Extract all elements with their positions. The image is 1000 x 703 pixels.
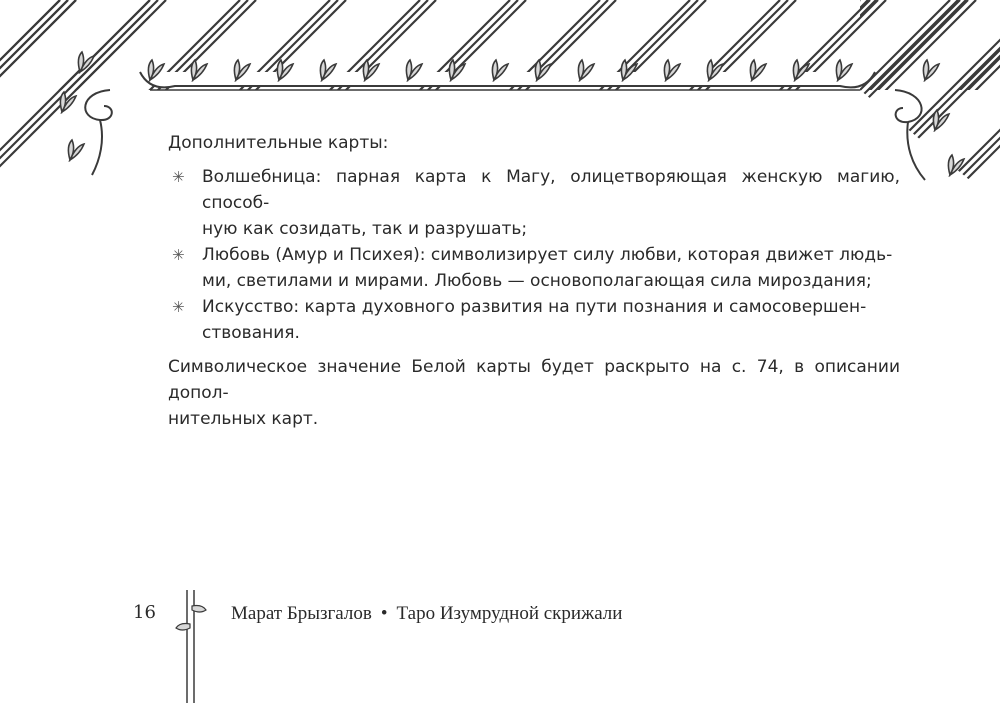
intro-heading: Дополнительные карты:	[168, 133, 389, 153]
leaf-ornament-icon	[78, 52, 94, 72]
leaf-sprig-icon	[172, 598, 212, 638]
leaf-ornament-icon	[948, 155, 964, 175]
leaf-ornament-icon	[60, 92, 76, 112]
closing-paragraph	[168, 354, 900, 432]
list-item	[168, 242, 900, 294]
asterisk-bullet-icon: ✳	[172, 298, 185, 316]
closing-line: Символическое значение Белой карты будет раскрыто на с. 74, в описании допол-	[168, 357, 900, 403]
list-item-line: ми, светилами и мирами. Любовь — основополагающая сила мироздания;	[202, 271, 872, 291]
body-text	[168, 130, 900, 432]
list-item	[168, 294, 900, 346]
leaf-ornament-icon	[68, 140, 84, 160]
list-item	[168, 164, 900, 242]
additional-cards-list	[168, 164, 900, 346]
running-head	[231, 603, 622, 625]
list-item-line: Искусство: карта духовного развития на пути познания и самосовершен-	[202, 297, 867, 317]
book-title: Таро Изумрудной скрижали	[396, 603, 623, 624]
page-number: 16	[133, 602, 156, 623]
asterisk-bullet-icon: ✳	[172, 168, 185, 186]
leaf-ornament-icon	[933, 110, 949, 130]
asterisk-bullet-icon: ✳	[172, 246, 185, 264]
author-name: Марат Брызгалов	[231, 603, 372, 624]
list-item-line: ную как созидать, так и разрушать;	[202, 219, 528, 239]
separator-dot: •	[380, 603, 388, 624]
list-item-line: Любовь (Амур и Психея): символизирует силу любви, которая движет людь-	[202, 245, 893, 265]
list-item-line: Волшебница: парная карта к Магу, олицетворяющая женскую магию, способ-	[202, 167, 900, 213]
list-item-line: ствования.	[202, 323, 300, 343]
leaf-ornament-icon	[923, 60, 939, 80]
closing-line: нительных карт.	[168, 409, 319, 429]
